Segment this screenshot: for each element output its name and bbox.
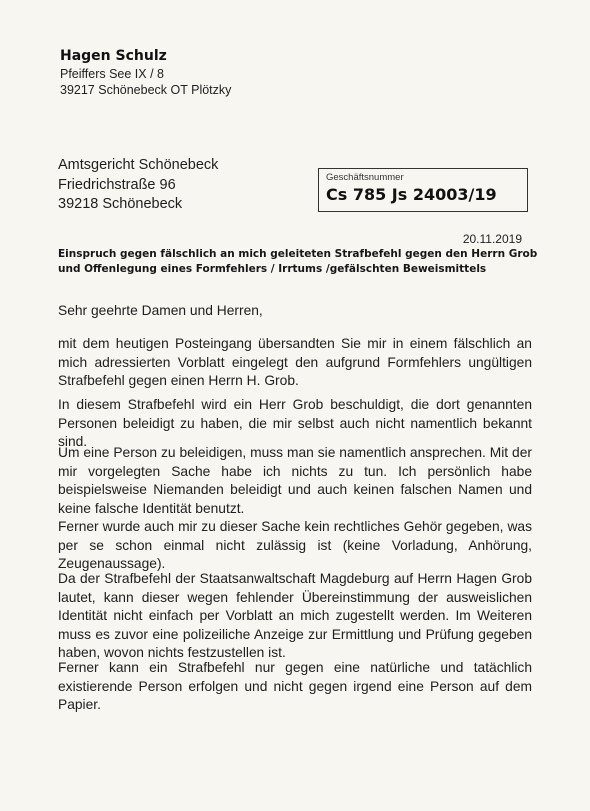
sender-street: Pfeiffers See IX / 8	[60, 67, 164, 81]
subject-line-1: Einspruch gegen fälschlich an mich geleiteten Strafbefehl gegen den Herrn Grob	[58, 248, 538, 260]
recipient-block	[58, 156, 218, 215]
paragraph-2: In diesem Strafbefehl wird ein Herr Grob beschuldigt, die dort genannten Personen beleidigt zu haben, die mir selbst auch nicht namentlich bekannt sind.	[58, 397, 532, 449]
case-number-value: Cs 785 Js 24003/19	[326, 185, 497, 204]
paragraph-3-block	[58, 444, 532, 574]
paragraph-5: Ferner kann ein Strafbefehl nur gegen eine natürliche und tatächlich existierende Person erfolgen und nicht gegen irgend eine Person auf dem Papier.	[58, 660, 532, 712]
recipient-city: 39218 Schönebeck	[58, 196, 183, 212]
case-number-label: Geschäftsnummer	[326, 172, 404, 183]
salutation: Sehr geehrte Damen und Herren,	[58, 303, 263, 318]
sender-city: 39217 Schönebeck OT Plötzky	[60, 83, 232, 97]
letter-date: 20.11.2019	[462, 232, 522, 246]
case-number-box	[318, 168, 528, 212]
paragraph-4: Da der Strafbefehl der Staatsanwaltschaft Magdeburg auf Herrn Hagen Grob lautet, kann dieser wegen fehlender Übereinstimmung der ausweislichen Identität nicht einfach per Vorblatt an mich zugestellt werden. Im Weiteren muss es zuvor eine polizeiliche Anzeige zur Ermittlung und Prüfung gegeben haben, wovon nichts festzustellen ist.	[58, 571, 532, 660]
sender-block	[60, 48, 231, 98]
paragraph-1: mit dem heutigen Posteingang übersandten Sie mir in einem fälschlich an mich adressierten Vorblatt eingelegt den aufgrund Formfehlers ungültigen Strafbefehl gegen einen Herrn H. Grob.	[58, 336, 532, 388]
recipient-street: Friedrichstraße 96	[58, 176, 176, 193]
paragraph-3a: Um eine Person zu beleidigen, muss man sie namentlich ansprechen. Mit der mir vorgelegten Sache habe ich nichts zu tun. Ich persönlich habe beispielsweise Niemanden beleidigt und auch keinen falschen Namen und keine falsche Identität benutzt.	[58, 445, 532, 516]
subject-line-2: und Offenlegung eines Formfehlers / Irrtums /gefälschten Beweismittels	[58, 263, 487, 275]
paragraph-3b: Ferner wurde auch mir zu dieser Sache kein rechtliches Gehör gegeben, was per se schon einmal nicht zulässig ist (keine Vorladung, Anhörung, Zeugenaussage).	[58, 519, 532, 571]
subject-line	[58, 247, 538, 277]
recipient-name: Amtsgericht Schönebeck	[58, 157, 219, 173]
sender-name: Hagen Schulz	[60, 48, 167, 64]
